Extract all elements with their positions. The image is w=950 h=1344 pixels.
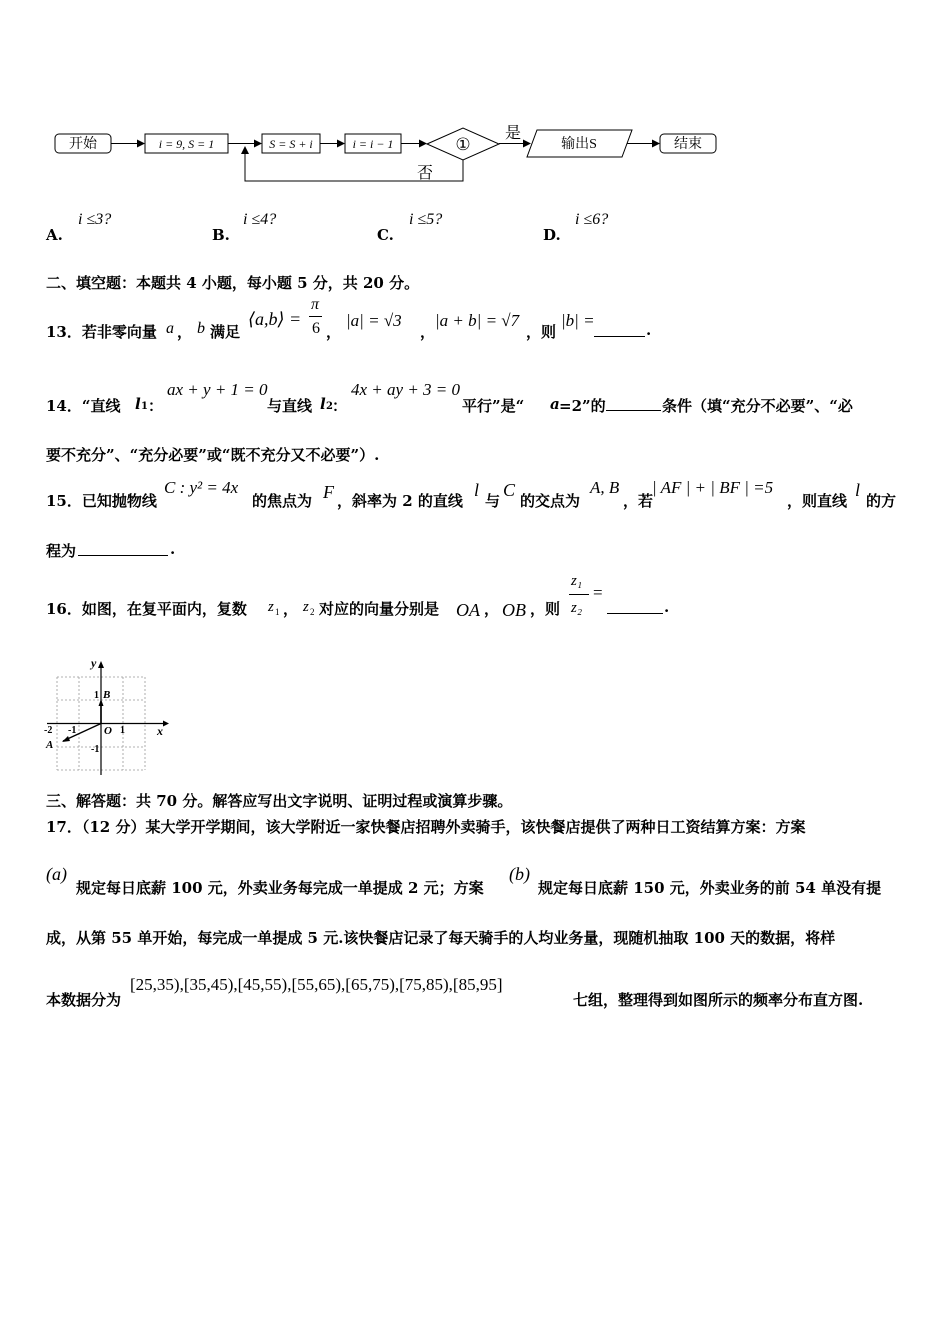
q17-line2a: 规定每日底薪 100 元，外卖业务每完成一单提成 2 元；方案 (76, 879, 484, 897)
q13-six: 6 (312, 320, 320, 337)
graph-B-label: B (103, 689, 111, 701)
q14-tail3: 条件（填“充分不必要”、“必 (662, 397, 853, 415)
q17-line4b: 七组，整理得到如图所示的频率分布直方图. (573, 991, 864, 1009)
q14-l1-sub: 1 (141, 401, 148, 412)
graph-neg1-y: -1 (91, 744, 100, 755)
q14-l2-sub: 2 (326, 401, 333, 412)
q17-line2b: 规定每日底薪 150 元，外卖业务的前 54 单没有提 (538, 879, 882, 897)
flow-update-s-label: S = S + i (269, 137, 313, 151)
graph-one-x: 1 (120, 725, 125, 736)
flow-yes-label: 是 (504, 125, 522, 142)
q16-t1: 对应的向量分别是 (319, 600, 440, 618)
q13-abs-a: |a| = √3 (346, 311, 402, 330)
q16-eq: = (593, 583, 603, 602)
q13-var-b: b (197, 320, 205, 337)
q16-z2: z (303, 599, 309, 615)
q15-t3: 与 (485, 492, 501, 510)
q14-l2: l (320, 395, 326, 413)
q17-plan-a: (a) (46, 864, 67, 884)
q16-fraction-bar (569, 594, 589, 595)
q13-pi: π (311, 296, 320, 313)
q15-answer-blank[interactable] (78, 555, 168, 556)
q14-a: a (550, 395, 560, 413)
q14-colon2: ： (332, 397, 348, 415)
q15-t6: ，则直线 (787, 492, 848, 510)
q17-line4a: 本数据分为 (46, 991, 122, 1009)
section3-heading: 三、解答题：共 70 分。解答应写出文字说明、证明过程或演算步骤。 (46, 792, 513, 810)
graph-O-label: O (104, 725, 112, 737)
flow-init-label: i = 9, S = 1 (158, 137, 215, 151)
q16-frac-den: z₂ (571, 600, 583, 616)
flow-condition-label: ① (455, 135, 471, 154)
q13-mid3: ，则 (526, 323, 557, 341)
q15-C: C (503, 480, 516, 500)
option-d-letter: D. (543, 226, 561, 244)
q13-number: 13．若非零向量 (46, 323, 157, 341)
q15-F: F (323, 482, 334, 502)
option-c-letter: C. (377, 226, 394, 244)
option-a-text: i ≤3? (78, 211, 112, 228)
q16-OA: OA (456, 600, 480, 620)
q13-var-a: a (166, 320, 174, 337)
q16-z2-sub: 2 (310, 607, 315, 617)
graph-A-label: A (46, 739, 54, 751)
q14-line2: 要不充分”、“充分必要”或“既不充分又不必要”）. (46, 446, 380, 464)
q16-end: . (664, 598, 670, 616)
q17-line3: 成，从第 55 单开始，每完成一单提成 5 元.该快餐店记录了每天骑手的人均业务量，现随机抽取 100 天的数据，将样 (46, 929, 836, 947)
flow-start-label: 开始 (69, 137, 97, 152)
q16-t2: ，则 (530, 600, 561, 618)
q15-AB: A, B (590, 478, 620, 497)
q14-number: 14．“直线 (46, 397, 121, 415)
q16-answer-blank[interactable] (607, 613, 663, 614)
flowchart (0, 110, 950, 190)
graph-neg1: -1 (68, 725, 77, 736)
q15-t2: ，斜率为 2 的直线 (337, 492, 463, 510)
option-b-letter: B. (212, 226, 230, 244)
option-c-text: i ≤5? (409, 211, 443, 228)
q15-curve: C : y² = 4x (164, 478, 239, 497)
option-b-text: i ≤4? (243, 211, 277, 228)
section2-heading: 二、填空题：本题共 4 小题，每小题 5 分，共 20 分。 (46, 274, 420, 292)
option-a-letter: A. (46, 226, 63, 244)
q16-sep2: ， (484, 600, 500, 618)
graph-neg2: -2 (44, 725, 53, 736)
q13-answer-blank[interactable] (594, 336, 645, 337)
flow-update-i-label: i = i − 1 (352, 137, 394, 151)
q14-colon1: ： (148, 397, 164, 415)
q14-l1: l (135, 395, 141, 413)
q13-mid2: ， (420, 323, 436, 341)
q16-sep: ， (283, 600, 299, 618)
q13-fraction-bar (309, 316, 322, 317)
q15-t4: 的交点为 (520, 492, 581, 510)
q15-number: 15．已知抛物线 (46, 492, 157, 510)
q14-answer-blank[interactable] (606, 410, 661, 411)
q13-cond: 满足 (210, 323, 241, 341)
q15-t1: 的焦点为 (252, 492, 313, 510)
complex-plane-figure (40, 655, 180, 780)
q15-abs-expr: | AF | + | BF | =5 (652, 478, 774, 497)
q15-line2: 程为 (46, 542, 77, 560)
q14-tail2: =2”的 (559, 397, 606, 415)
q16-z1: z (268, 599, 274, 615)
q14-eq2: 4x + ay + 3 = 0 (351, 380, 461, 399)
q17-line1: 17．（12 分）某大学开学期间，该大学附近一家快餐店招聘外卖骑手，该快餐店提供了两种日工资结算方案：方案 (46, 818, 806, 836)
q16-OB: OB (502, 600, 526, 620)
q15-l2: l (855, 480, 861, 500)
q14-tail1: 平行”是“ (462, 397, 525, 415)
q16-frac-num: z₁ (571, 573, 583, 589)
q14-mid: 与直线 (267, 397, 313, 415)
graph-x-label: x (157, 724, 163, 738)
q13-mid1: ， (326, 323, 342, 341)
q13-end: . (646, 321, 652, 339)
q13-abs-b: |b| = (561, 311, 595, 330)
graph-one-y: 1 (94, 690, 99, 701)
graph-y-label: y (91, 656, 97, 670)
q15-l: l (474, 480, 480, 500)
flow-no-label: 否 (416, 165, 434, 182)
flow-end-label: 结束 (674, 137, 702, 152)
q17-intervals: [25,35),[35,45),[45,55),[55,65),[65,75),[75,85),[85,95] (130, 975, 503, 994)
q15-end: . (170, 540, 176, 558)
option-d-text: i ≤6? (575, 211, 609, 228)
q17-plan-b: (b) (509, 864, 530, 884)
q16-z1-sub: 1 (275, 607, 280, 617)
q13-angle-expr: ⟨a,b⟩ = (248, 309, 302, 329)
q15-t5: ，若 (623, 492, 654, 510)
q15-t7: 的方 (866, 492, 897, 510)
q13-abs-ab: |a + b| = √7 (435, 311, 520, 330)
q14-eq1: ax + y + 1 = 0 (167, 380, 268, 399)
q13-sep: ， (177, 323, 193, 341)
flow-output-label: 输出S (561, 137, 597, 152)
q16-number: 16．如图，在复平面内，复数 (46, 600, 247, 618)
